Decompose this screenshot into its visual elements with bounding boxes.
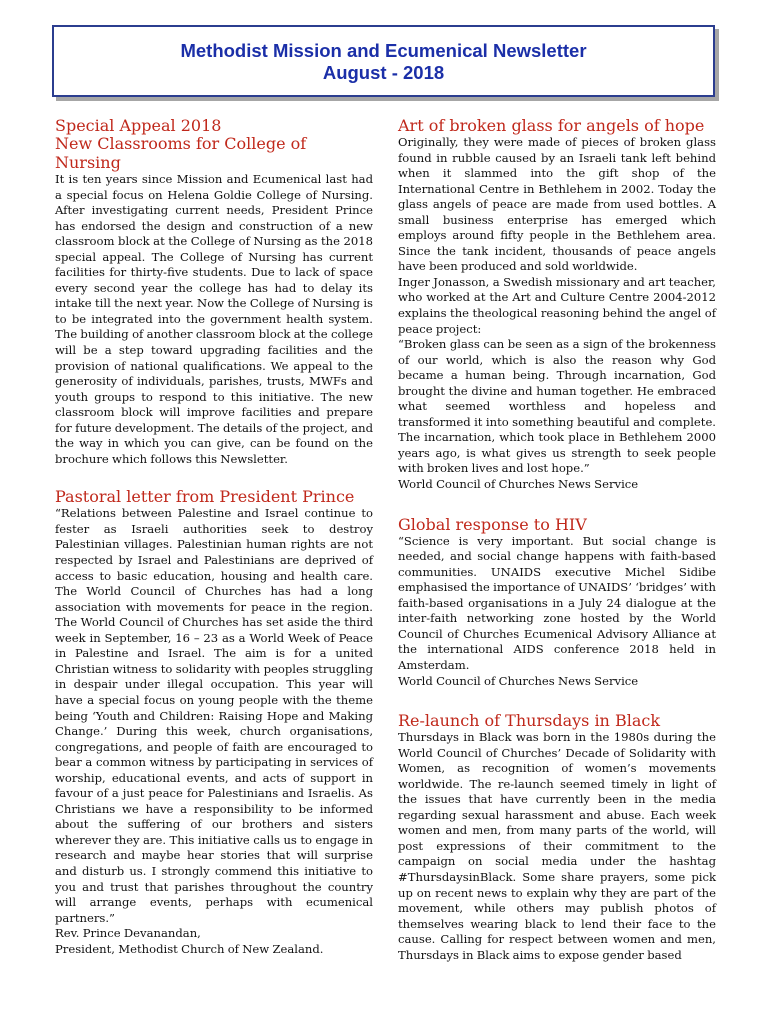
special-appeal-heading: Special Appeal 2018 xyxy=(55,116,222,135)
left-column xyxy=(55,116,373,974)
thursdays-body: Thursdays in Black was born in the 1980s during the World Council of Churches’ Decade of Solidarity with Women, as recognition of women’s movements worldwide. The re-launch seemed timely in light of the issues that have currently been in the media regarding sexual harassment and abuse. Each week women and men, from many parts of the world, will post expressions of their commitment to the campaign on social media under the hashtag #ThursdaysinBlack. Some share prayers, some pick up on recent news to explain why they are part of the movement, while others may publish photos of themselves wearing black to lend their face to the cause. Calling for respect between women and men, Thursdays in Black aims to expose gender based xyxy=(398,730,716,962)
thursdays-section xyxy=(398,711,716,963)
broken-glass-body-2: Inger Jonasson, a Swedish missionary and art teacher, who worked at the Art and Culture Centre 2004-2012 explains the theological reasoning behind the angel of peace project: xyxy=(398,274,716,336)
signature-name: Rev. Prince Devanandan, xyxy=(55,926,201,941)
thursdays-heading: Re-launch of Thursdays in Black xyxy=(398,711,661,731)
broken-glass-source: World Council of Churches News Service xyxy=(398,477,639,492)
pastoral-letter-body: “Relations between Palestine and Israel continue to fester as Israeli authorities seek to destroy Palestinian villages. Palestinian human rights are not respected by Israel and Palestinians are deprived of access to basic education, housing and health care. The World Council of Churches has had a long association with movements for peace in the region. The World Council of Churches has set aside the third week in September, 16 – 23 as a World Week of Peace in Palestine and Israel. The aim is for a united Christian witness to solidarity with peoples struggling in despair under illegal occupation. This year will have a special focus on young people with the theme being ‘Youth and Children: Raising Hope and Making Change.’ During this week, church organisations, congregations, and people of faith are encouraged to bear a common witness by participating in services of worship, educational events, and acts of support in favour of a just peace for Palestinians and Israelis. As Christians we have a responsibility to be informed about the suffering of our brothers and sisters wherever they are. This initiative calls us to engage in research and maybe hear stories that will surprise and disturb us. I strongly commend this initiative to you and trust that parishes throughout the country will arrange events, perhaps with ecumenical partners.” xyxy=(55,506,373,925)
pastoral-letter-section xyxy=(55,487,373,957)
broken-glass-heading: Art of broken glass for angels of hope xyxy=(398,116,705,135)
broken-glass-body-1: Originally, they were made of pieces of broken glass found in rubble caused by an Israeli tank left behind when it slammed into the gift shop of the International Centre in Bethlehem in 2002. Today the glass angels of peace are made from used bottles. A small business enterprise has emerged which employs around fifty people in the Bethlehem area. Since the tank incident, thousands of peace angels have been produced and sold worldwide. xyxy=(398,135,716,274)
classrooms-subheading: New Classrooms for College of Nursing xyxy=(55,134,307,172)
newsletter-title: Methodist Mission and Ecumenical Newsletter xyxy=(180,40,587,61)
hiv-heading: Global response to HIV xyxy=(398,514,587,534)
newsletter-masthead xyxy=(52,25,715,97)
hiv-body: “Science is very important. But social change is needed, and social change happens with faith-based communities. UNAIDS executive Michel Sidibe emphasised the importance of UNAIDS’ ‘bridges’ with faith-based organisations in a July 24 dialogue at the inter-faith networking zone hosted by the World Council of Churches Ecumenical Advisory Alliance at the international AIDS conference 2018 held in Amsterdam. xyxy=(398,533,716,672)
broken-glass-quote: “Broken glass can be seen as a sign of the brokenness of our world, which is also the reason why God became a human being. Through incarnation, God brought the divine and human together. He embraced what seemed worthless and hopeless and transformed it into something beautiful and complete. The incarnation, which took place in Bethlehem 2000 years ago, is what gives us strength to seek people with broken lives and lost hope.” xyxy=(398,337,716,476)
hiv-source: World Council of Churches News Service xyxy=(398,673,639,688)
pastoral-letter-heading: Pastoral letter from President Prince xyxy=(55,487,355,507)
special-appeal-section xyxy=(55,116,373,467)
signature-title: President, Methodist Church of New Zealand. xyxy=(55,941,324,956)
right-column xyxy=(398,116,716,980)
hiv-section xyxy=(398,515,716,689)
newsletter-date: August - 2018 xyxy=(322,62,445,83)
broken-glass-section xyxy=(398,116,716,493)
special-appeal-body: It is ten years since Mission and Ecumenical last had a special focus on Helena Goldie College of Nursing. After investigating current needs, President Prince has endorsed the design and construction of a new classroom block at the College of Nursing as the 2018 special appeal. The College of Nursing has current facilities for thirty-five students. Due to lack of space every second year the college has had to delay its intake till the next year. Now the College of Nursing is to be integrated into the government health system. The building of another classroom block at the college will be a step toward upgrading facilities and the provision of national qualifications. We appeal to the generosity of individuals, parishes, trusts, MWFs and youth groups to respond to this initiative. The new classroom block will improve facilities and prepare for future development. The details of the project, and the way in which you can give, can be found on the brochure which follows this Newsletter. xyxy=(55,172,373,466)
